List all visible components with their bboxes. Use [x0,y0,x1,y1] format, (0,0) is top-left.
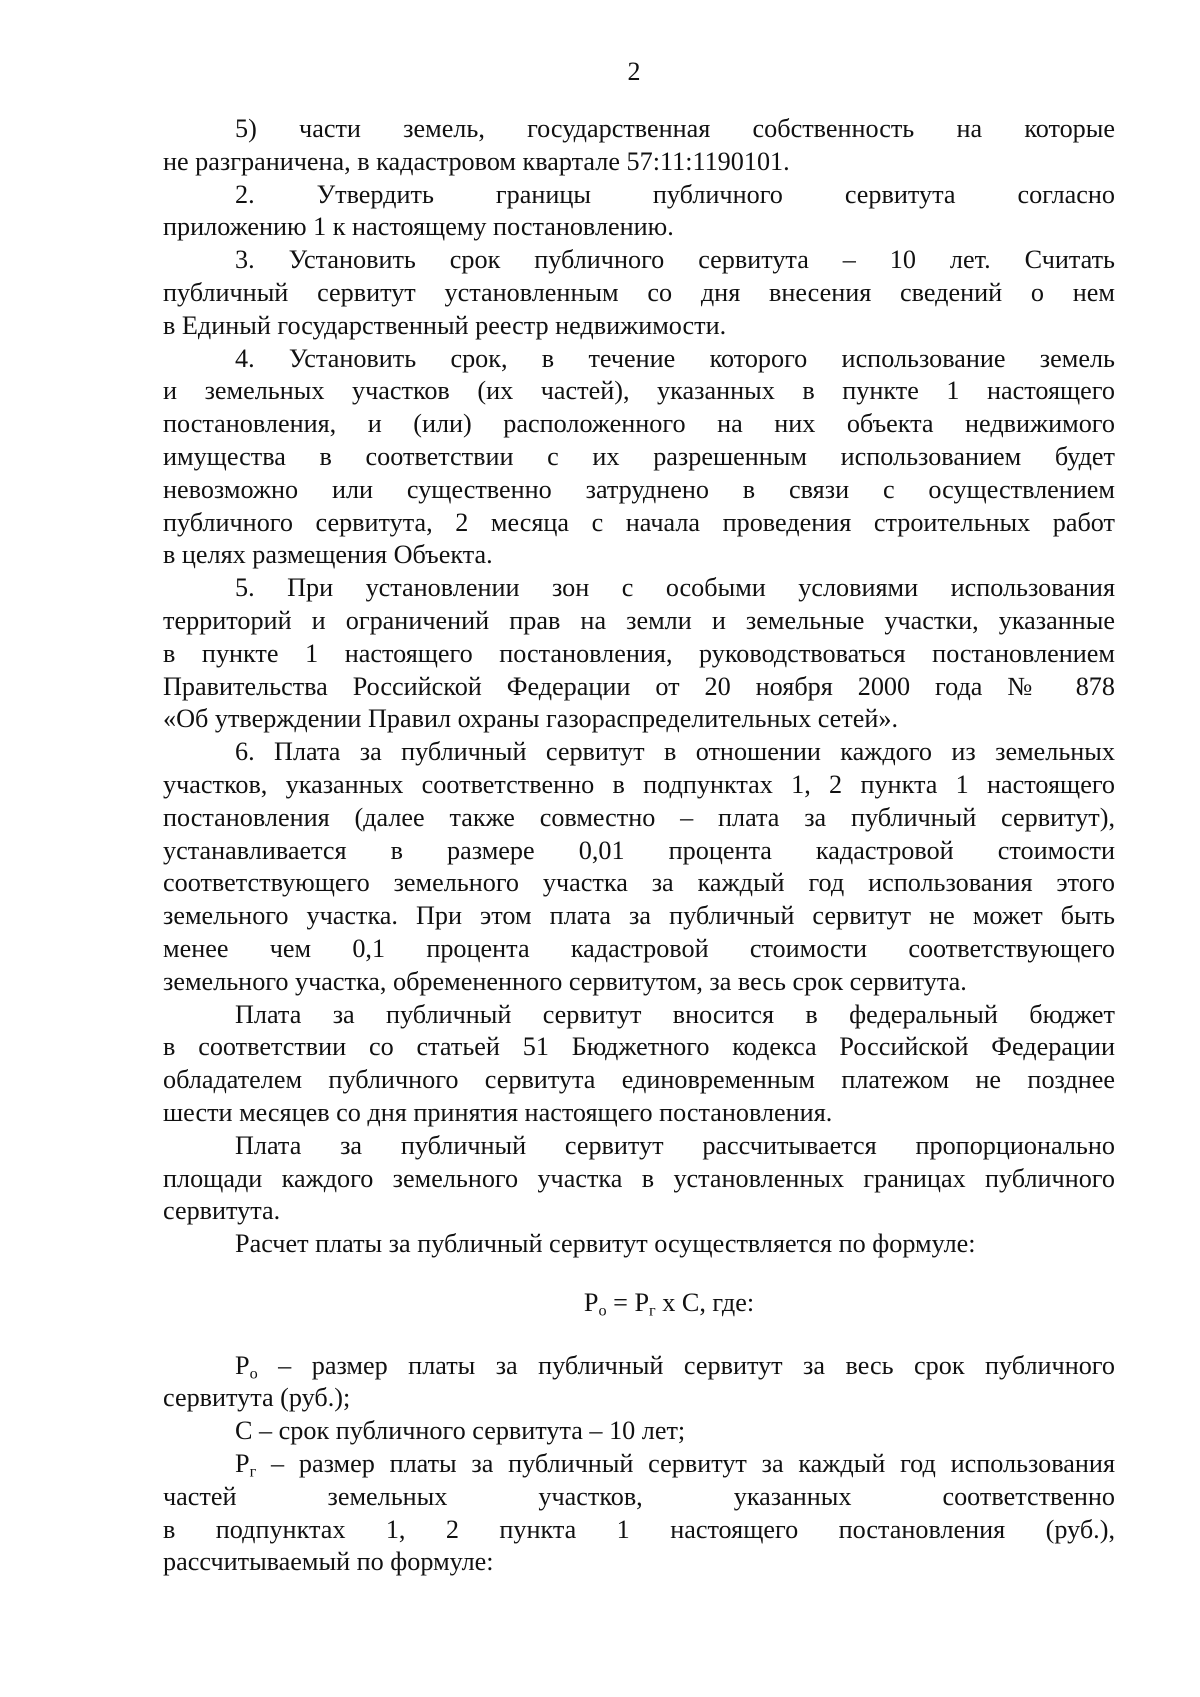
text-line: 4. Установить срок, в течение которого использование земель [235,343,1115,373]
text-line: 5) части земель, государственная собственность на которые [235,114,1115,143]
text-line: постановления, и (или) расположенного на них объекта недвижимого [163,409,1115,439]
text-line: приложению 1 к настоящему постановлению. [163,212,674,242]
formula-text: x C, где: [655,1287,755,1317]
formula-symbol: P [583,1287,599,1317]
text-line: Правительства Российской Федерации от 20 ноября 2000 года № 878 [163,671,1115,701]
text-line: шести месяцев со дня принятия настоящего постановления. [163,1097,833,1127]
definition-po [163,1350,1115,1416]
paragraph-item-3 [163,244,1115,342]
paragraph-item-6 [163,736,1115,998]
text-fragment: – размер платы за публичный сервитут за каждый год использования [256,1449,1115,1479]
text-line: площади каждого земельного участка в установленных границах публичного [163,1163,1115,1193]
text-line: сервитута. [163,1196,281,1226]
text-line: 2. Утвердить границы публичного сервитута согласно [235,179,1115,209]
text-line: земельного участка, обремененного сервитутом, за весь срок сервитута. [163,966,967,996]
paragraph-calculation [163,1228,1115,1261]
formula-subscript: о [598,1301,607,1320]
text-line: рассчитываемый по формуле: [163,1547,494,1577]
text-line: сервитута (руб.); [163,1383,351,1413]
text-line: менее чем 0,1 процента кадастровой стоимости соответствующего [163,933,1115,963]
text-line: обладателем публичного сервитута единовременным платежом не позднее [163,1065,1115,1095]
paragraph-item-2 [163,179,1115,245]
formula-subscript: о [249,1364,258,1383]
text-line: в соответствии со статьей 51 Бюджетного кодекса Российской Федерации [163,1032,1115,1062]
text-line: устанавливается в размере 0,01 процента кадастровой стоимости [163,835,1115,865]
text-line: в подпунктах 1, 2 пункта 1 настоящего постановления (руб.), [163,1514,1115,1544]
text-line: в целях размещения Объекта. [163,540,493,570]
text-line: участков, указанных соответственно в подпунктах 1, 2 пункта 1 настоящего [163,769,1115,799]
text-line: 6. Плата за публичный сервитут в отношении каждого из земельных [235,737,1115,767]
definition-pg [163,1448,1115,1579]
text-line: 5. При установлении зон с особыми условиями использования [235,573,1115,603]
text-line: Плата за публичный сервитут рассчитывается пропорционально [235,1130,1115,1160]
document-body [163,113,1115,1579]
paragraph-item-4 [163,343,1115,573]
text-line: в пункте 1 настоящего постановления, руководствоваться постановлением [163,638,1115,668]
text-fragment: – размер платы за публичный сервитут за весь срок публичного [257,1350,1115,1380]
text-line: частей земельных участков, указанных соответственно [163,1481,1115,1511]
text-line [163,1350,1115,1383]
text-line: публичного сервитута, 2 месяца с начала проведения строительных работ [163,507,1115,537]
page-number: 2 [627,57,641,86]
text-line: публичный сервитут установленным со дня внесения сведений о нем [163,277,1115,307]
text-line: Плата за публичный сервитут вносится в федеральный бюджет [235,999,1115,1029]
formula-subscript: г [249,1462,257,1481]
text-line: С – срок публичного сервитута – 10 лет; [235,1416,686,1446]
text-line: в Единый государственный реестр недвижимости. [163,310,727,340]
text-line: территорий и ограничений прав на земли и земельные участки, указанные [163,605,1115,635]
formula-main [163,1287,1115,1320]
text-line: Расчет платы за публичный сервитут осуществляется по формуле: [235,1229,976,1259]
text-line: земельного участка. При этом плата за публичный сервитут не может быть [163,901,1115,931]
text-line: и земельных участков (их частей), указанных в пункте 1 настоящего [163,376,1115,406]
formula-symbol: P [235,1350,250,1380]
paragraph-budget [163,999,1115,1130]
text-line: 3. Установить срок публичного сервитута – 10 лет. Считать [235,245,1115,275]
formula-symbol: P [235,1449,250,1479]
text-line: не разграничена, в кадастровом квартале 57:11:1190101. [163,146,790,176]
formula-symbol: = P [606,1287,650,1317]
paragraph-subitem-5 [163,113,1115,179]
formula-subscript: г [649,1301,656,1320]
text-line: имущества в соответствии с их разрешенным использованием будет [163,441,1115,471]
text-line: постановления (далее также совместно – плата за публичный сервитут), [163,802,1115,832]
text-line: соответствующего земельного участка за каждый год использования этого [163,868,1115,898]
text-line: невозможно или существенно затруднено в связи с осуществлением [163,474,1115,504]
text-line: «Об утверждении Правил охраны газораспределительных сетей». [163,704,899,734]
paragraph-proportional [163,1130,1115,1228]
definition-c [163,1415,1115,1448]
paragraph-item-5 [163,572,1115,736]
text-line [163,1448,1115,1481]
